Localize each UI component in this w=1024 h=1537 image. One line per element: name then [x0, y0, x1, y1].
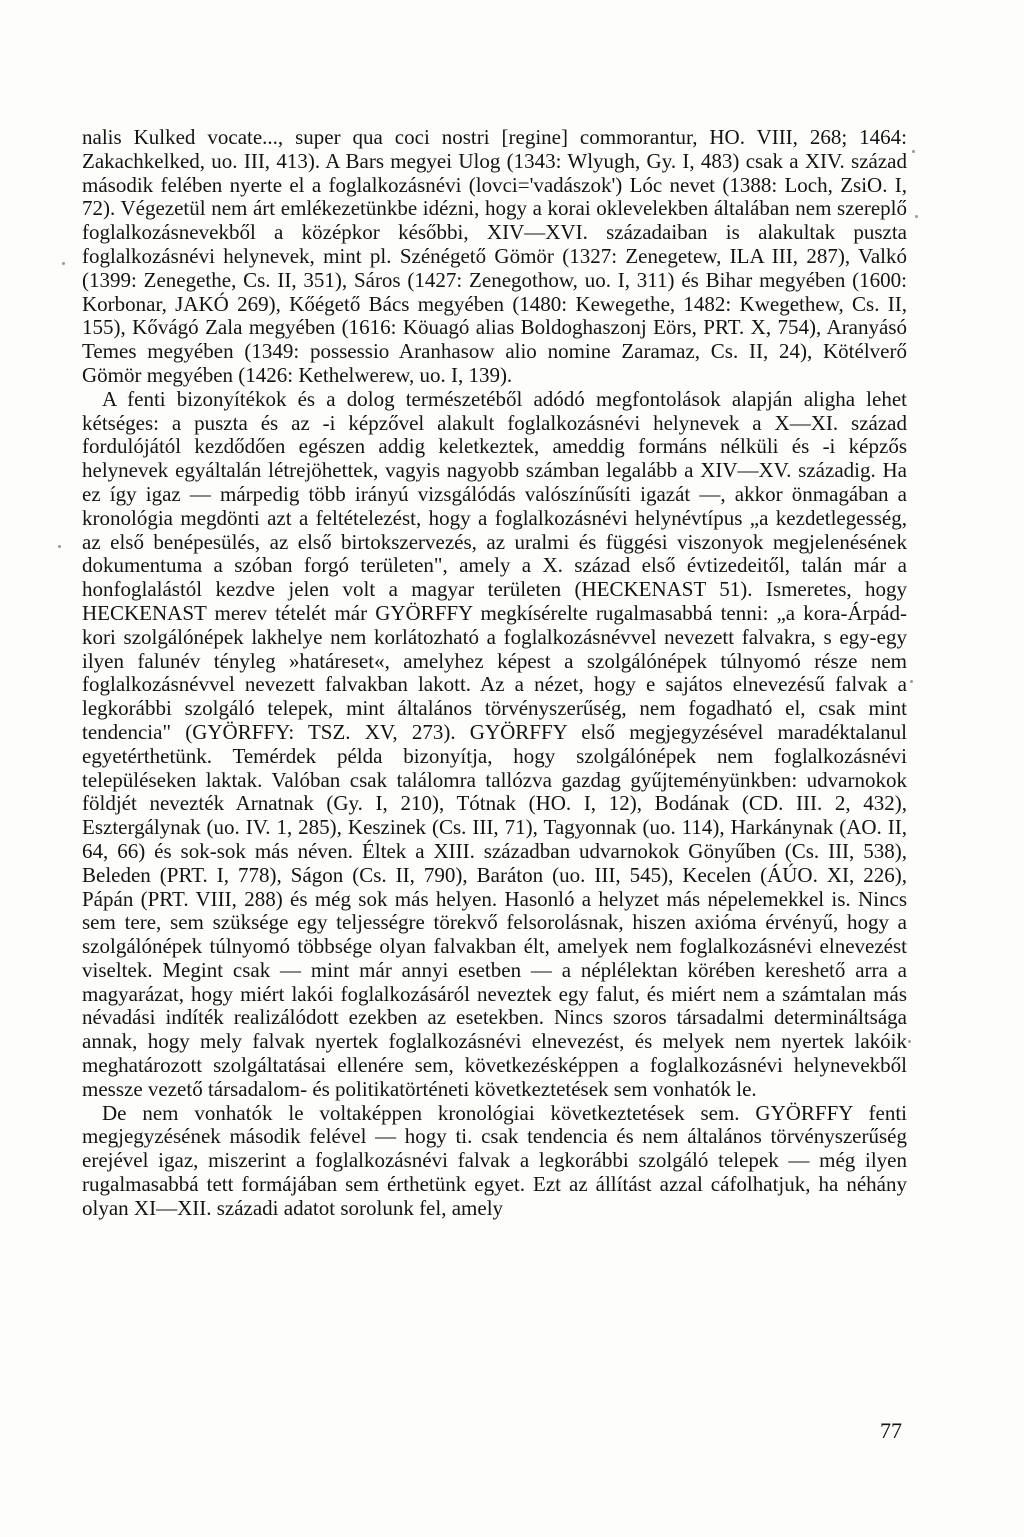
scan-speck — [62, 262, 65, 265]
scan-speck — [58, 545, 61, 548]
scan-speck — [912, 150, 915, 153]
paragraph-2: A fenti bizonyítékok és a dolog természetéből adódó megfontolások alapján aligha lehet kétséges: a puszta és az -i képzővel alakult foglalkozásnévi helynevek a X—XI. század fordulójától kezdődően egészen addig keletkeztek, ameddig formáns nélküli és -i képzős helynevek egyáltalán létrejöhettek, vagyis nagyobb számban legalább a XIV—XV. századig. Ha ez így igaz — márpedig több irányú vizsgálódás valószínűsíti igazát —, akkor önmagában a kronológia megdönti azt a feltételezést, hogy a foglalkozásnévi helynévtípus „a kezdetlegesség, az első benépesülés, az első birtokszervezés, az uralmi és függési viszonyok megjelenésének dokumentuma a szóban forgó területen", amely a X. század első évtizedeitől, talán már a honfoglalástól kezdve jelen volt a magyar területen (HECKENAST 51). Ismeretes, hogy HECKENAST merev tételét már GYÖRFFY megkísérelte rugalmasabbá tenni: „a kora-Árpád-kori szolgálónépek lakhelye nem korlátozható a foglalkozásnévvel nevezett falvakra, s egy-egy ilyen falunév tényleg »határeset«, amelyhez képest a szolgálónépek túlnyomó része nem foglalkozásnévvel nevezett falvakban lakott. Az a nézet, hogy e sajátos elnevezésű falvak a legkorábbi szolgáló telepek, mint általános törvényszerűség, nem fogadható el, csak mint tendencia" (GYÖRFFY: TSZ. XV, 273). GYÖRFFY első megjegyzésével maradéktalanul egyetérthetünk. Temérdek példa bizonyítja, hogy szolgálónépek nem foglalkozásnévi településeken laktak. Valóban csak találomra tallózva gazdag gyűjteményünkben: udvarnokok földjét nevezték Arnatnak (Gy. I, 210), Tótnak (HO. I, 12), Bodának (CD. III. 2, 432), Esztergálynak (uo. IV. 1, 285), Keszinek (Cs. III, 71), Tagyonnak (uo. 114), Harkánynak (AO. II, 64, 66) és sok-sok más néven. Éltek a XIII. században udvarnokok Gönyűben (Cs. III, 538), Beleden (PRT. I, 778), Ságon (Cs. II, 790), Baráton (uo. III, 545), Kecelen (ÁÚO. XI, 226), Pápán (PRT. VIII, 288) és még sok más helyen. Hasonló a helyzet más népelemekkel is. Nincs sem tere, sem szüksége egy teljességre törekvő felsorolásnak, hiszen axióma érvényű, hogy a szolgálónépek túlnyomó többsége olyan falvakban élt, amelyek nem foglalkozásnévi elnevezést viseltek. Megint csak — mint már annyi esetben — a néplélektan körében kereshető arra a magyarázat, hogy miért lakói foglalkozásáról neveztek egy falut, és miért nem a számtalan más névadási indíték realizálódott ezekben az esetekben. Nincs szoros társadalmi determináltsága annak, hogy mely falvak nyertek foglalkozásnévi elnevezést, és melyek nem nyertek lakóik meghatározott szolgáltatásai ellenére sem, következésképpen a foglalkozásnévi helynevekből messze vezető társadalom- és politikatörténeti következtetések sem vonhatók le. — [82, 386, 907, 1101]
scan-speck — [915, 215, 918, 218]
scan-speck — [910, 680, 913, 683]
page-number: 77 — [880, 1418, 902, 1443]
paragraph-3: De nem vonhatók le voltaképpen kronológiai következtetések sem. GYÖRFFY fenti megjegyzésének második felével — hogy ti. csak tendencia és nem általános törvényszerűség erejével igaz, miszerint a foglalkozásnévi falvak a legkorábbi szolgáló telepek — még ilyen rugalmasabbá tett formájában sem érthetünk egyet. Ezt az állítást azzal cáfolhatjuk, ha néhány olyan XI—XII. századi adatot sorolunk fel, amely — [82, 1100, 907, 1220]
body-text — [82, 126, 907, 1221]
paragraph-1: nalis Kulked vocate..., super qua coci nostri [regine] commorantur, HO. VIII, 268; 1464: Zakachkelked, uo. III, 413). A Bars megyei Ulog (1343: Wlyugh, Gy. I, 483) csak a XIV. század második felében nyerte el a foglalkozásnévi (lovci='vadászok') Lóc nevet (1388: Loch, ZsiO. I, 72). Végezetül nem árt emlékezetünkbe idézni, hogy a korai oklevelekben általában nem szereplő foglalkozásnevekből a középkor későbbi, XIV—XVI. századaiban is alakultak puszta foglalkozásnévi helynevek, mint pl. Szénégető Gömör (1327: Zenegetew, ILA III, 287), Valkó (1399: Zenegethe, Cs. II, 351), Sáros (1427: Zenegothow, uo. I, 311) és Bihar megyében (1600: Korbonar, JAKÓ 269), Kőégető Bács megyében (1480: Kewegethe, 1482: Kwegethew, Cs. II, 155), Kővágó Zala megyében (1616: Köuagó alias Boldoghaszonj Eörs, PRT. X, 754), Aranyásó Temes megyében (1349: possessio Aranhasow alio nomine Zaramaz, Cs. II, 24), Kötélverő Gömör megyében (1426: Kethelwerew, uo. I, 139). — [82, 125, 907, 387]
scan-speck — [908, 1040, 911, 1043]
